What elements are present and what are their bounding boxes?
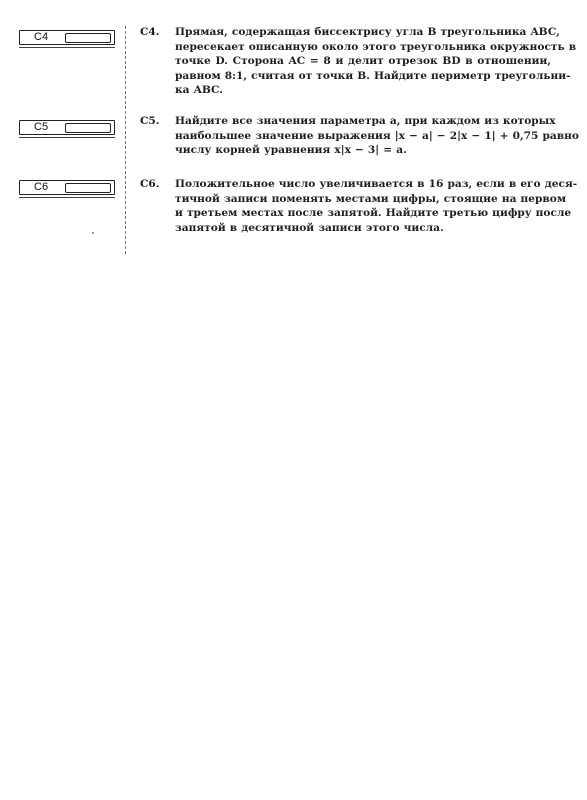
problem-line: запятой в десятичной записи этого числа. bbox=[175, 221, 444, 234]
answer-box-c5 bbox=[19, 120, 115, 135]
problem-line: Прямая, содержащая биссектрису угла B треугольника ABC, bbox=[175, 26, 560, 38]
scan-speck bbox=[92, 232, 94, 234]
margin-separator bbox=[125, 26, 126, 254]
answer-box-c4 bbox=[19, 30, 115, 45]
problem-text-c5 bbox=[175, 114, 579, 158]
problem-line: ка ABC. bbox=[175, 84, 223, 97]
problem-line: наибольшее значение выражения |x − a| − 2|x − 1| + 0,75 равно bbox=[175, 129, 579, 142]
answer-code-c6: C6 bbox=[34, 181, 49, 193]
problem-line: равном 8:1, считая от точки B. Найдите периметр треугольни- bbox=[175, 69, 571, 82]
problem-number-c5: C5. bbox=[140, 115, 160, 127]
problem-line: и третьем местах после запятой. Найдите третью цифру после bbox=[175, 207, 572, 220]
answer-code-c4: C4 bbox=[34, 31, 49, 43]
answer-code-c5: C5 bbox=[34, 121, 49, 133]
problem-line: тичной записи поменять местами цифры, стоящие на первом bbox=[175, 192, 567, 205]
problem-line: Найдите все значения параметра a, при каждом из которых bbox=[175, 115, 556, 127]
answer-box-c6 bbox=[19, 180, 115, 195]
answer-field-c4[interactable] bbox=[65, 33, 111, 43]
problem-number-c4: C4. bbox=[140, 26, 160, 38]
problem-number-c6: C6. bbox=[140, 178, 160, 190]
problem-line: пересекает описанную около этого треугольника окружность в bbox=[175, 40, 577, 53]
problem-text-c6 bbox=[175, 177, 578, 235]
problem-line: точке D. Сторона AC = 8 и делит отрезок BD в отношении, bbox=[175, 55, 551, 68]
answer-underline-c5 bbox=[19, 137, 115, 138]
problem-line: числу корней уравнения x|x − 3| = a. bbox=[175, 144, 407, 157]
problem-text-c4 bbox=[175, 25, 577, 98]
answer-field-c5[interactable] bbox=[65, 123, 111, 133]
answer-field-c6[interactable] bbox=[65, 183, 111, 193]
problem-line: Положительное число увеличивается в 16 раз, если в его деся- bbox=[175, 178, 578, 190]
answer-underline-c6 bbox=[19, 197, 115, 198]
answer-underline-c4 bbox=[19, 47, 115, 48]
